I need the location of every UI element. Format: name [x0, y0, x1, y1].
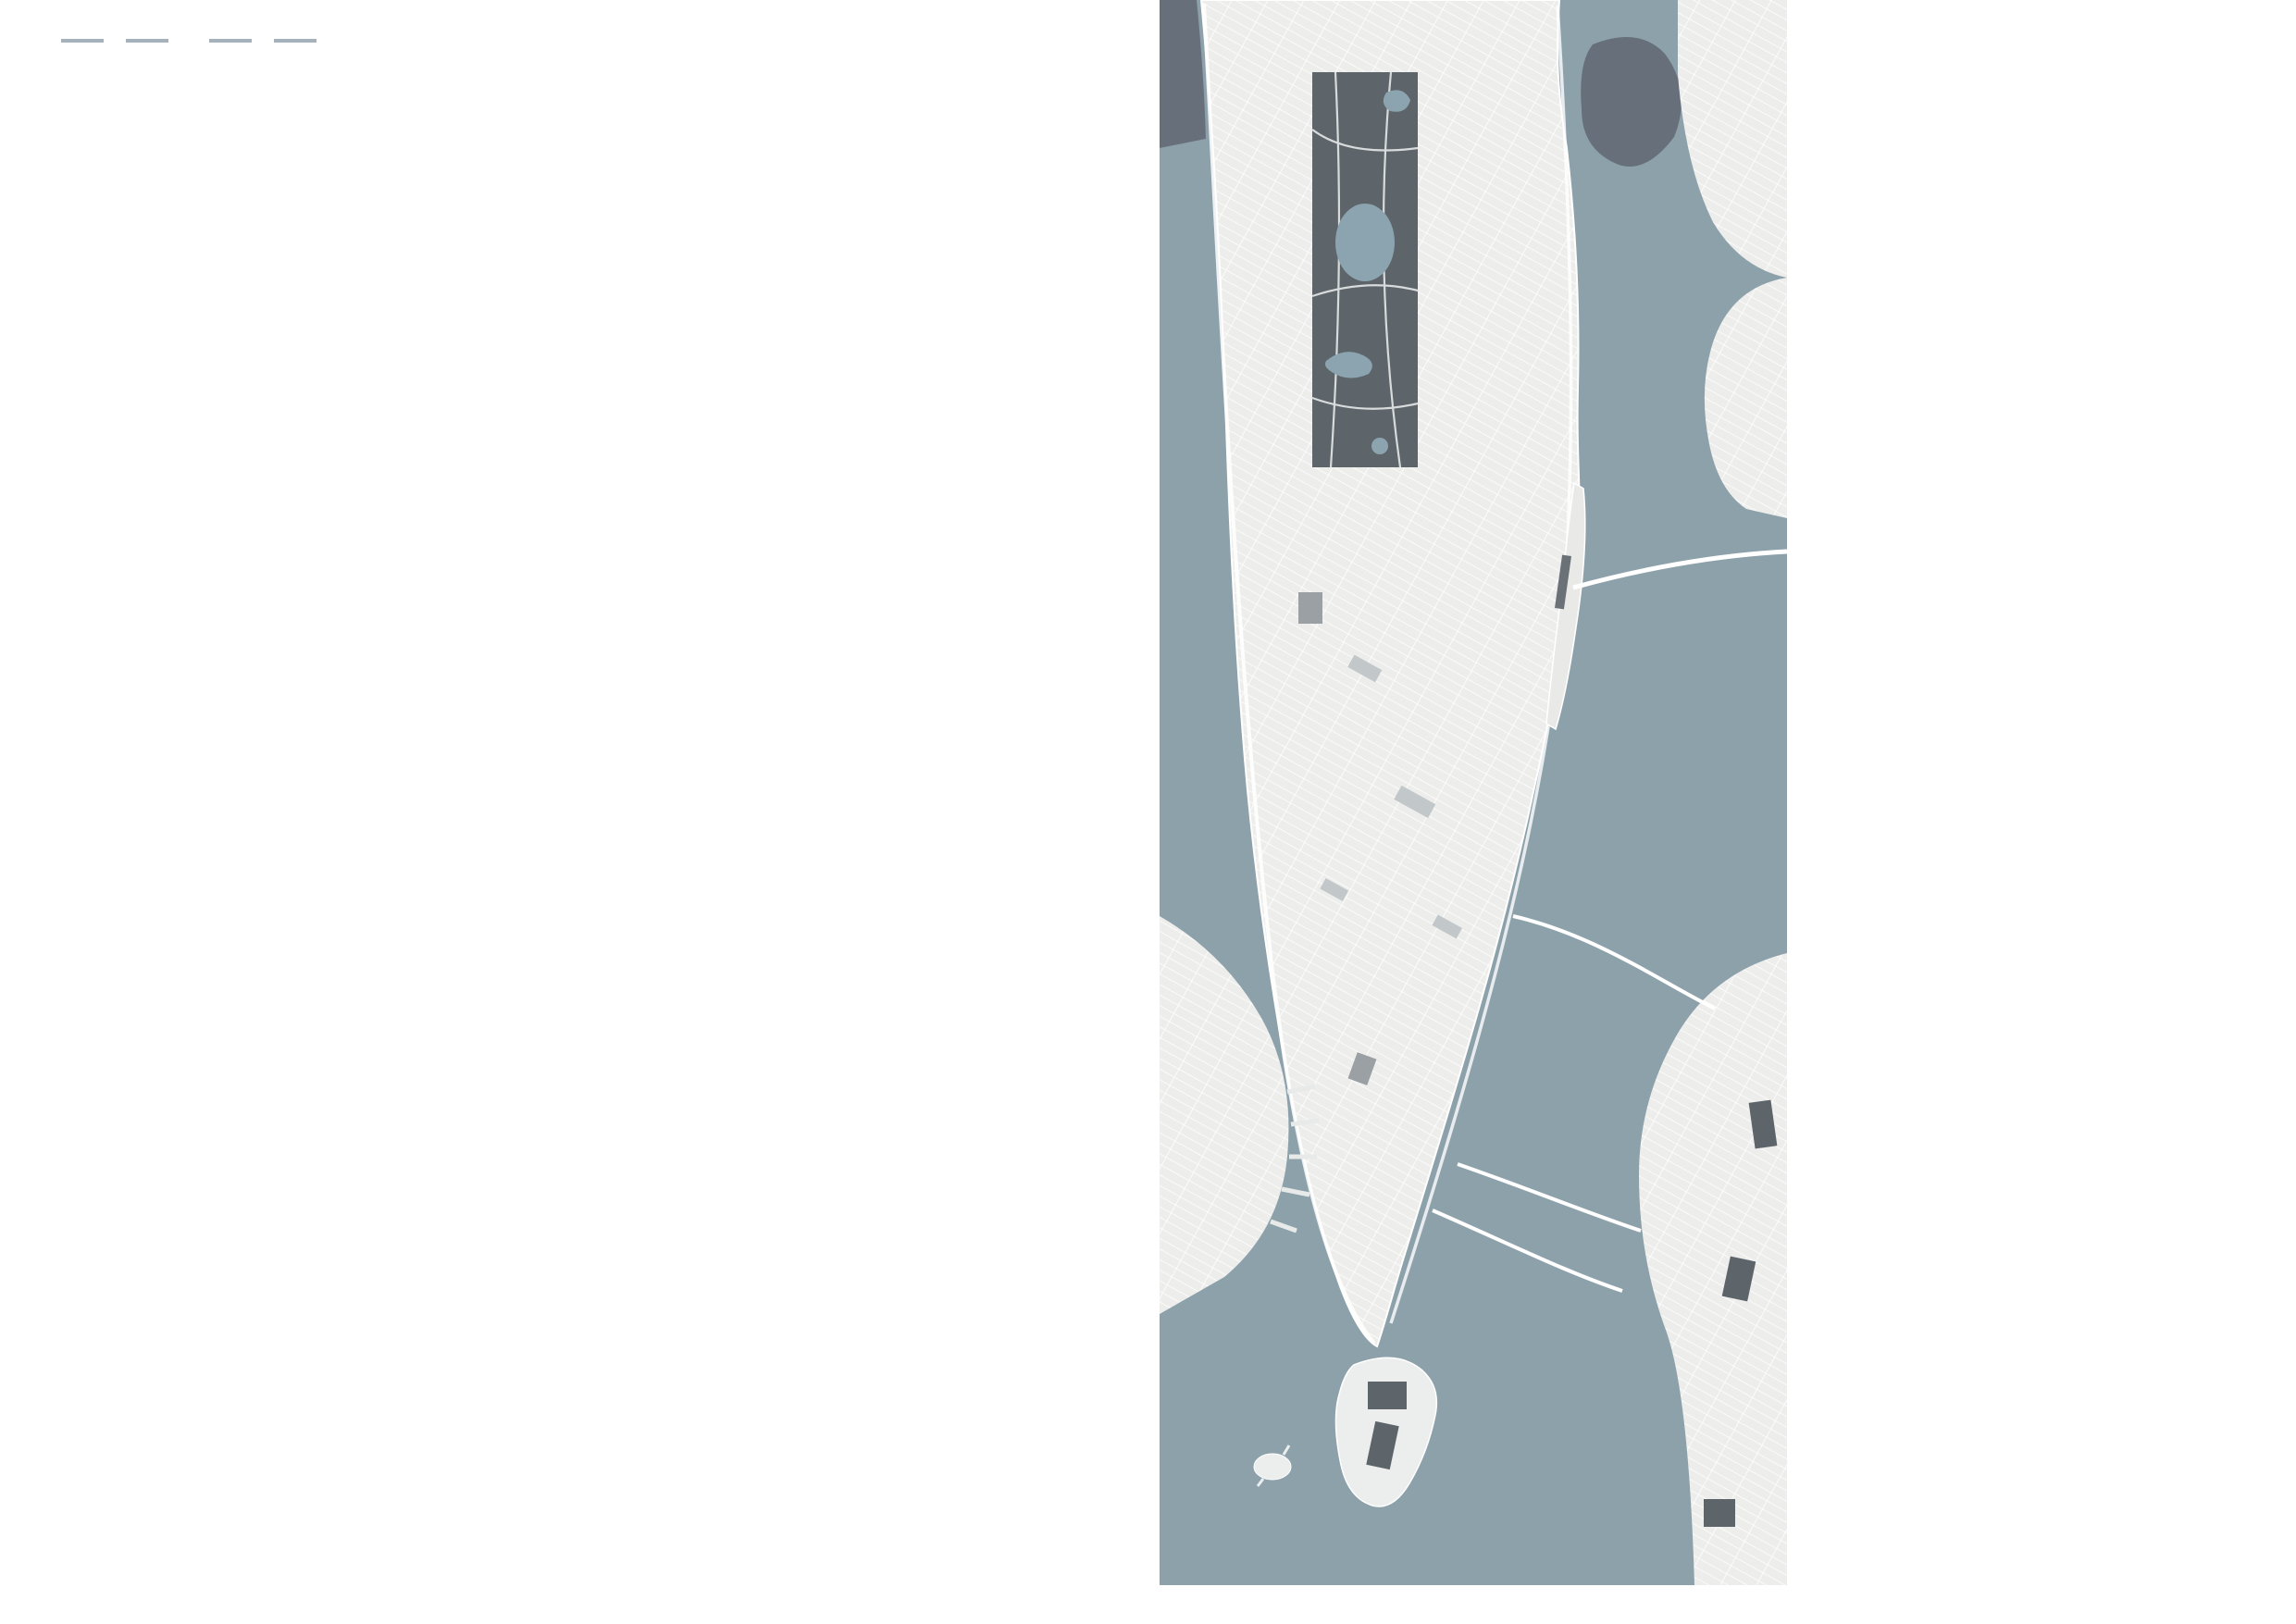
dash-rule: [209, 39, 252, 43]
dash-rule: [61, 39, 104, 43]
legend-list: [1787, 0, 2089, 1585]
manhattan-map: [1160, 0, 1787, 1585]
title-block: [56, 39, 579, 96]
dash-rule: [126, 39, 168, 43]
year-line: [61, 39, 579, 43]
dash-rule: [274, 39, 316, 43]
subtitle: [159, 67, 579, 96]
liberty-island: [1254, 1454, 1291, 1480]
left-column: [56, 39, 579, 130]
